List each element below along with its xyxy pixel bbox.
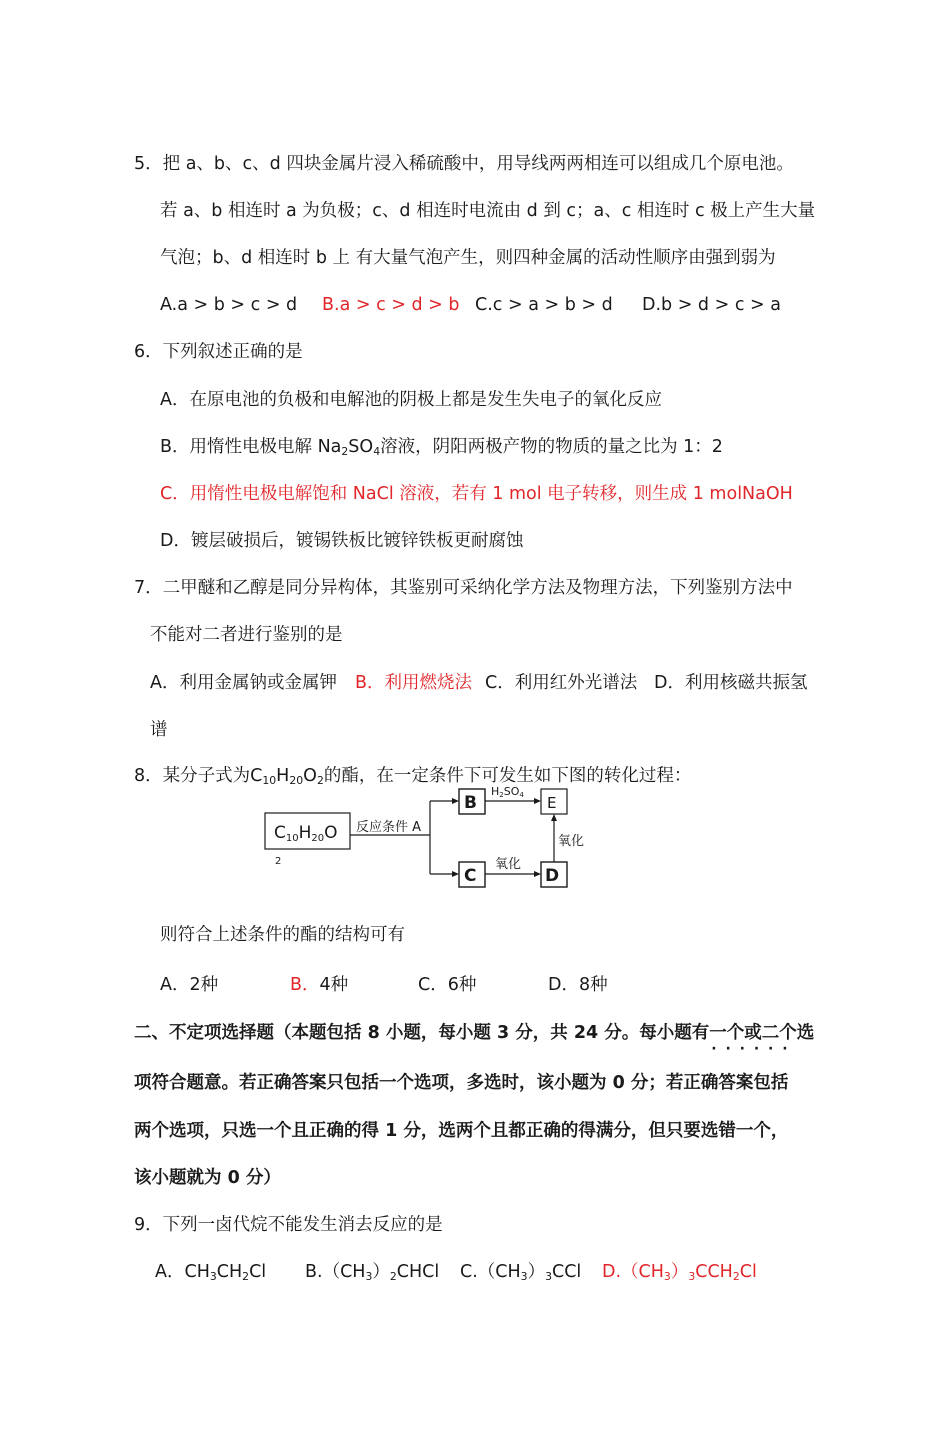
q9-stem: 9．下列一卤代烷不能发生消去反应的是 — [134, 1215, 443, 1235]
q6-option-a: A．在原电池的负极和电解池的阴极上都是发生失电子的氧化反应 — [160, 390, 662, 410]
q7-option-d-cont: 谱 — [150, 720, 168, 740]
q7-option-d: D．利用核磁共振氢 — [654, 673, 808, 693]
oxidation-label-1: 氧化 — [495, 857, 522, 872]
q9-option-b: $B.(CH_3)_2CHCl$ — [305, 1262, 440, 1283]
section2-line-4: 该小题就为 0 分） — [134, 1168, 281, 1188]
h2so4-label: H2SO4 — [491, 785, 524, 799]
arrowhead-e — [534, 798, 541, 804]
q5-line-1: 5．把 a、b、c、d 四块金属片浸入稀硫酸中，用导线两两相连可以组成几个原电池。 — [134, 154, 794, 174]
arrowhead-d-e — [551, 814, 557, 821]
q5-line-2: 若 a、b 相连时 a 为负极；c、d 相连时电流由 d 到 c；a、c 相连时 c 极上产生大量 — [160, 201, 816, 221]
node-b-label: B — [464, 793, 477, 813]
q6-option-b: B．用惰性电极电解 $Na_2SO_4$溶液，阴阳两极产物的物质的量之比为 1：2 — [160, 437, 723, 458]
q8-option-b-answer: B．4种 — [290, 975, 349, 995]
q6-option-c-answer: C．用惰性电极电解饱和 NaCl 溶液，若有 1 mol 电子转移，则生成 1 molNaOH — [160, 484, 793, 504]
start-formula-tail: 2 — [275, 856, 282, 867]
q5-option-a: A.a > b > c > d — [160, 295, 298, 315]
arrowhead-d — [534, 871, 541, 877]
section2-line-3: 两个选项，只选一个且正确的得 1 分，选两个且都正确的得满分，但只要选错一个， — [134, 1121, 789, 1141]
section2-line-2: 项符合题意。若正确答案只包括一个选项，多选时，该小题为 0 分；若正确答案包括 — [134, 1073, 789, 1093]
oxidation-label-2: 氧化 — [558, 834, 585, 849]
q7-option-b-answer: B．利用燃烧法 — [355, 673, 473, 693]
q5-option-d: D.b > d > c > a — [642, 295, 781, 315]
q5-line-3: 气泡；b、d 相连时 b 上 有大量气泡产生，则四种金属的活动性顺序由强到弱为 — [160, 248, 776, 268]
reaction-diagram — [260, 783, 600, 895]
q8-stem: 8．某分子式为$C_{10}H_{20}O_2$的酯，在一定条件下可发生如下图的转化过程： — [134, 766, 692, 787]
q8-option-d: D．8种 — [548, 975, 608, 995]
start-formula: C10H20O — [274, 823, 338, 844]
q8-result-line: 则符合上述条件的酯的结构可有 — [160, 925, 405, 945]
q9-option-d-answer: $D.(CH_3)_3CCH_2Cl$ — [602, 1262, 757, 1283]
q6-option-d: D．镀层破损后，镀锡铁板比镀锌铁板更耐腐蚀 — [160, 531, 524, 551]
q5-option-b-answer: B.a > c > d > b — [322, 295, 460, 315]
emphasis-dotted-text: 一个或二个 · · · — [709, 1021, 797, 1045]
q7-option-c: C．利用红外光谱法 — [485, 673, 638, 693]
node-d-label: D — [545, 866, 560, 886]
q7-line-1: 7．二甲醚和乙醇是同分异构体，其鉴别可采纳化学方法及物理方法，下列鉴别方法中 — [134, 578, 793, 598]
q9-option-a: A．$CH_3CH_2Cl$ — [155, 1262, 267, 1283]
arrowhead-b — [452, 798, 459, 804]
q7-option-a: A．利用金属钠或金属钾 — [150, 673, 337, 693]
q9-option-c: $C.(CH_3)_3CCl$ — [460, 1262, 582, 1283]
node-c-label: C — [464, 866, 477, 886]
node-e-label: E — [547, 794, 557, 812]
q8-option-c: C．6种 — [418, 975, 477, 995]
arrowhead-c — [452, 871, 459, 877]
condition-a-label: 反应条件 A — [356, 820, 422, 835]
q6-stem: 6．下列叙述正确的是 — [134, 342, 303, 362]
q8-option-a: A．2种 — [160, 975, 219, 995]
q5-option-c: C.c > a > b > d — [475, 295, 613, 315]
section2-line-1: 二、不定项选择题（本题包括 8 小题，每小题 3 分，共 24 分。每小题有一个或二个 · · ·选 — [134, 1021, 814, 1045]
q7-line-2: 不能对二者进行鉴别的是 — [150, 625, 343, 645]
